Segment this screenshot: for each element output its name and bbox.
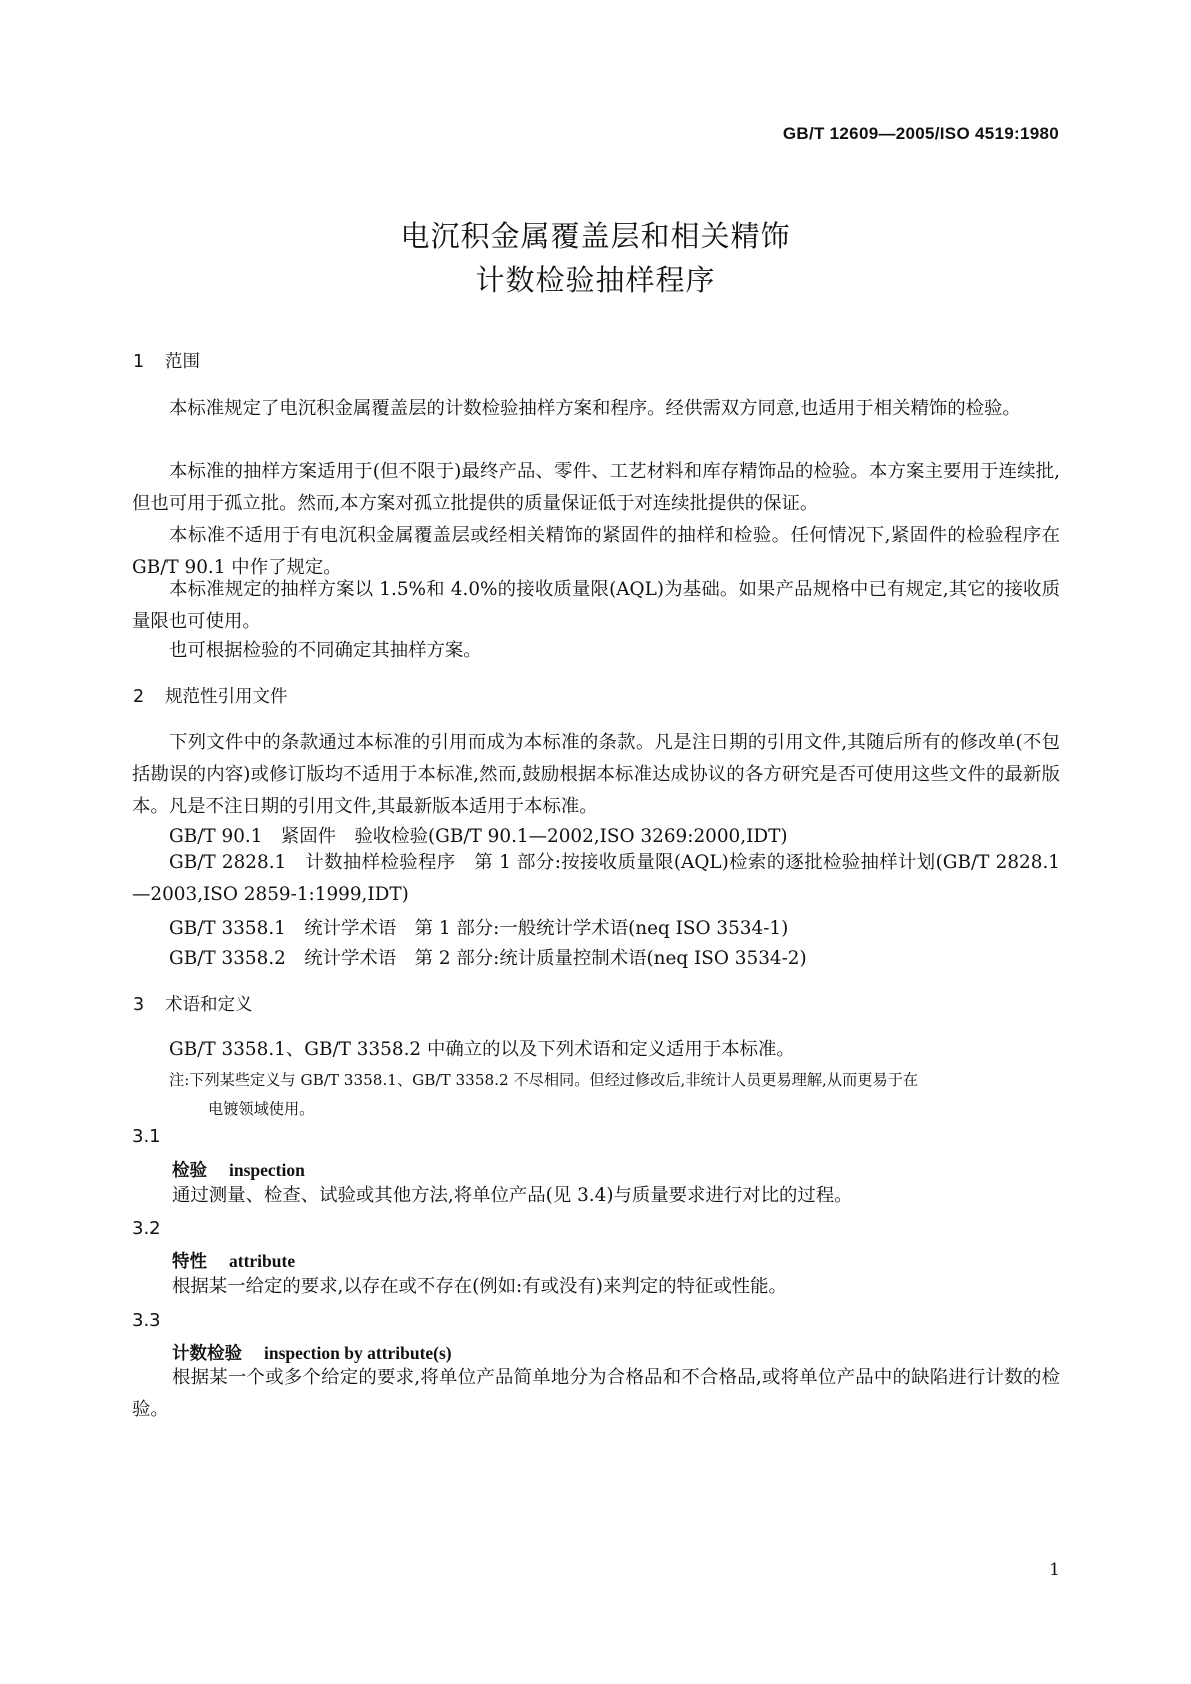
term-number: 3.1 (132, 1126, 161, 1147)
standard-number: GB/T 12609—2005/ISO 4519:1980 (782, 124, 1059, 143)
reference-gbt-3358-1: GB/T 3358.1 统计学术语 第 1 部分:一般统计学术语(neq ISO 3534-1) (169, 918, 789, 939)
terms-intro: GB/T 3358.1、GB/T 3358.2 中确立的以及下列术语和定义适用于本标准。 (169, 1039, 795, 1060)
normative-references-intro: 下列文件中的条款通过本标准的引用而成为本标准的条款。凡是注日期的引用文件,其随后所有的修改单(不包括勘误的内容)或修订版均不适用于本标准,然而,鼓励根据本标准达成协议的各方研究是否可使用这些文件的最新版本。凡是不注日期的引用文件,其最新版本适用于本标准。 (132, 732, 1060, 817)
term-title (172, 1248, 295, 1273)
section-2-heading (133, 683, 288, 708)
document-title-line2: 计数检验抽样程序 (475, 263, 716, 297)
term-chinese: 检验 (172, 1161, 207, 1181)
reference-gbt-2828-1: GB/T 2828.1 计数抽样检验程序 第 1 部分:按接收质量限(AQL)检索的逐批检验抽样计划(GB/T 2828.1—2003,ISO 2859-1:1999,IDT) (132, 852, 1060, 905)
note-line-2: 电镀领域使用。 (208, 1100, 315, 1118)
reference-gbt-90-1: GB/T 90.1 紧固件 验收检验(GB/T 90.1—2002,ISO 3269:2000,IDT) (169, 826, 788, 847)
reference-gbt-3358-2: GB/T 3358.2 统计学术语 第 2 部分:统计质量控制术语(neq ISO 3534-2) (169, 948, 807, 969)
term-english: attribute (229, 1251, 296, 1271)
term-number: 3.2 (132, 1218, 161, 1239)
term-title (172, 1157, 305, 1182)
page-number: 1 (1049, 1560, 1060, 1580)
term-definition: 通过测量、检查、试验或其他方法,将单位产品(见 3.4)与质量要求进行对比的过程。 (172, 1185, 853, 1206)
section-number: 1 (133, 352, 145, 372)
section-number: 2 (133, 687, 145, 707)
document-title-line1: 电沉积金属覆盖层和相关精饰 (400, 219, 791, 253)
scope-paragraph-2: 本标准的抽样方案适用于(但不限于)最终产品、零件、工艺材料和库存精饰品的检验。本方案主要用于连续批,但也可用于孤立批。然而,本方案对孤立批提供的质量保证低于对连续批提供的保证。 (132, 461, 1060, 514)
section-number: 3 (133, 995, 145, 1015)
scope-paragraph-1: 本标准规定了电沉积金属覆盖层的计数检验抽样方案和程序。经供需双方同意,也适用于相关精饰的检验。 (169, 398, 1021, 419)
term-chinese: 特性 (172, 1252, 207, 1272)
term-english: inspection by attribute(s) (264, 1343, 452, 1363)
term-definition: 根据某一个或多个给定的要求,将单位产品简单地分为合格品和不合格品,或将单位产品中的缺陷进行计数的检验。 (132, 1367, 1060, 1420)
note-line-1: 注:下列某些定义与 GB/T 3358.1、GB/T 3358.2 不尽相同。但经过修改后,非统计人员更易理解,从而更易于在 (169, 1071, 919, 1089)
term-chinese: 计数检验 (172, 1344, 242, 1364)
term-english: inspection (229, 1160, 305, 1180)
section-1-heading (133, 348, 200, 373)
note (169, 1066, 1060, 1124)
section-3-heading (133, 991, 253, 1016)
scope-paragraph-4: 本标准规定的抽样方案以 1.5%和 4.0%的接收质量限(AQL)为基础。如果产品规格中已有规定,其它的接收质量限也可使用。 (132, 579, 1060, 632)
scope-paragraph-3: 本标准不适用于有电沉积金属覆盖层或经相关精饰的紧固件的抽样和检验。任何情况下,紧固件的检验程序在 GB/T 90.1 中作了规定。 (132, 525, 1060, 578)
section-title: 范围 (165, 352, 200, 372)
scope-paragraph-5: 也可根据检验的不同确定其抽样方案。 (169, 640, 482, 661)
section-title: 规范性引用文件 (165, 687, 288, 707)
section-title: 术语和定义 (165, 995, 253, 1015)
term-number: 3.3 (132, 1310, 161, 1331)
term-definition: 根据某一给定的要求,以存在或不存在(例如:有或没有)来判定的特征或性能。 (172, 1276, 787, 1297)
